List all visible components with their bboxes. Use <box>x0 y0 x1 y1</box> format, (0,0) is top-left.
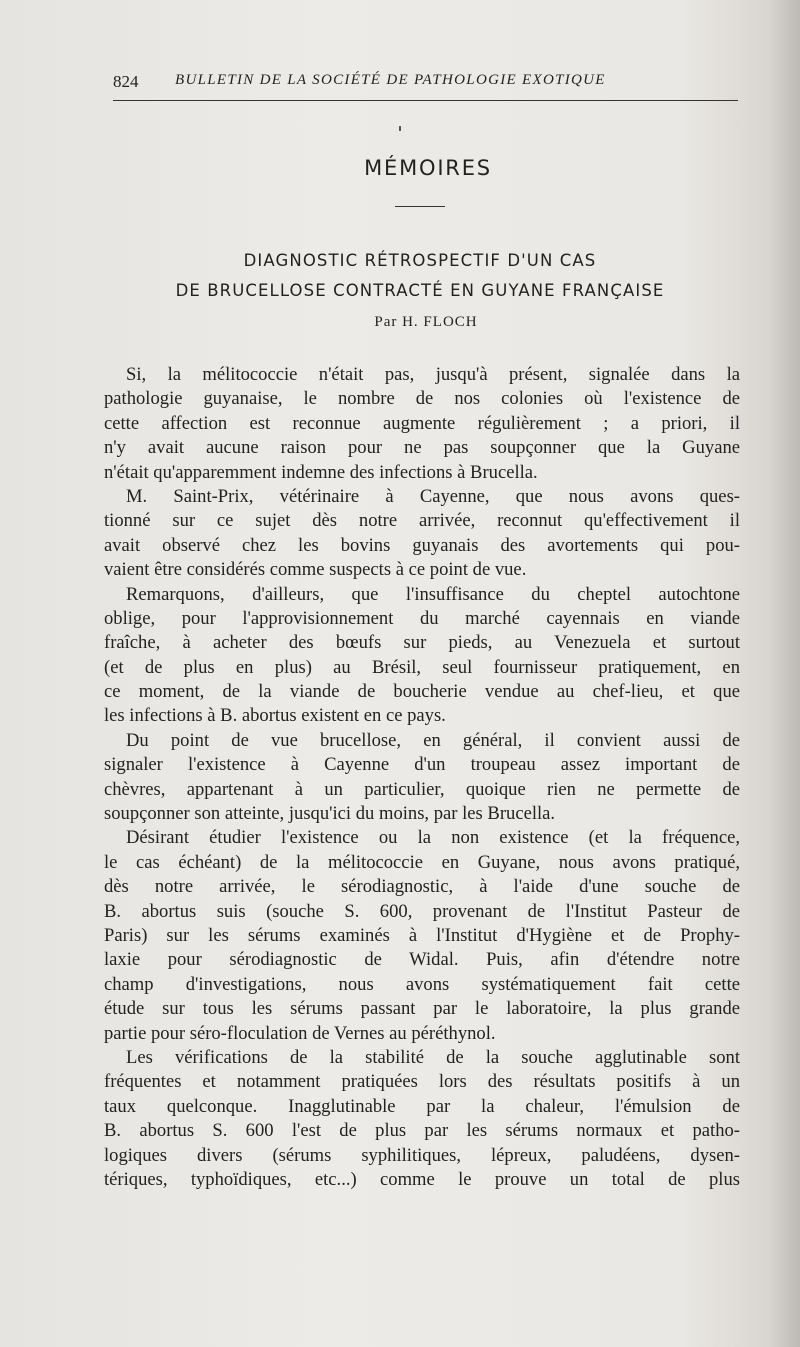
text-line: étude sur tous les sérums passant par le laboratoire, la plus grande <box>104 998 740 1020</box>
text-line: fréquentes et notamment pratiquées lors des résultats positifs à un <box>104 1071 740 1093</box>
page-header <box>113 72 738 98</box>
text-line: n'était qu'apparemment indemne des infections à Brucella. <box>104 461 538 483</box>
article-title-line-2: DE BRUCELLOSE CONTRACTÉ EN GUYANE FRANÇAISE <box>175 281 665 300</box>
text-line: soupçonner son atteinte, jusqu'ici du moins, par les Brucella. <box>104 803 556 825</box>
text-line: tériques, typhoïdiques, etc...) comme le prouve un total de plus <box>104 1168 740 1190</box>
text-line: taux quelconque. Inagglutinable par la chaleur, l'émulsion de <box>104 1095 740 1117</box>
text-line: Les vérifications de la stabilité de la souche agglutinable sont <box>126 1046 740 1068</box>
text-line: oblige, pour l'approvisionnement du marché cayennais en viande <box>104 607 740 629</box>
article-title <box>100 246 740 306</box>
text-line: Désirant étudier l'existence ou la non existence (et la fréquence, <box>126 827 740 849</box>
text-line: vaient être considérés comme suspects à ce point de vue. <box>104 559 527 581</box>
text-line: n'y avait aucune raison pour ne pas soupçonner que la Guyane <box>104 437 740 459</box>
text-line: chèvres, appartenant à un particulier, quoique rien ne permette de <box>104 778 740 800</box>
body-text <box>104 363 740 1192</box>
text-line: dès notre arrivée, le sérodiagnostic, à l'aide d'une souche de <box>104 876 740 898</box>
section-title: MÉMOIRES <box>364 156 492 180</box>
text-line: laxie pour sérodiagnostic de Widal. Puis, afin d'étendre notre <box>104 949 740 971</box>
text-line: Si, la mélitococcie n'était pas, jusqu'à présent, signalée dans la <box>126 364 740 385</box>
text-line: cette affection est reconnue augmente régulièrement ; a priori, il <box>104 412 740 434</box>
text-line: fraîche, à acheter des bœufs sur pieds, au Venezuela et surtout <box>104 632 740 654</box>
byline: Par H. FLOCH <box>374 314 478 330</box>
text-line: logiques divers (sérums syphilitiques, lépreux, paludéens, dysen- <box>104 1144 740 1166</box>
header-rule <box>113 100 738 101</box>
text-line: B. abortus S. 600 l'est de plus par les sérums normaux et patho- <box>104 1120 740 1142</box>
article-title-line-1: DIAGNOSTIC RÉTROSPECTIF D'UN CAS <box>243 251 597 270</box>
print-speck <box>399 126 401 131</box>
text-line: pathologie guyanaise, le nombre de nos colonies où l'existence de <box>104 388 740 410</box>
running-head: BULLETIN DE LA SOCIÉTÉ DE PATHOLOGIE EXOTIQUE <box>175 72 606 88</box>
title-rule <box>395 206 445 207</box>
page-number: 824 <box>113 72 139 91</box>
text-line: Paris) sur les sérums examinés à l'Institut d'Hygiène et de Prophy- <box>104 924 740 946</box>
text-line: signaler l'existence à Cayenne d'un troupeau assez important de <box>104 754 740 776</box>
text-line: B. abortus suis (souche S. 600, provenant de l'Institut Pasteur de <box>104 900 740 922</box>
text-line: partie pour séro-floculation de Vernes au péréthynol. <box>104 1022 496 1044</box>
text-line: tionné sur ce sujet dès notre arrivée, reconnut qu'effectivement il <box>104 510 740 532</box>
text-line: ce moment, de la viande de boucherie vendue au chef-lieu, et que <box>104 681 740 703</box>
text-line: Remarquons, d'ailleurs, que l'insuffisance du cheptel autochtone <box>126 583 740 605</box>
text-line: (et de plus en plus) au Brésil, seul fournisseur pratiquement, en <box>104 656 740 678</box>
text-line: avait observé chez les bovins guyanais des avortements qui pou- <box>104 534 740 556</box>
text-line: le cas échéant) de la mélitococcie en Guyane, nous avons pratiqué, <box>104 851 740 873</box>
text-line: M. Saint-Prix, vétérinaire à Cayenne, que nous avons ques- <box>126 485 740 507</box>
text-line: les infections à B. abortus existent en ce pays. <box>104 705 446 727</box>
text-line: Du point de vue brucellose, en général, il convient aussi de <box>126 729 740 751</box>
text-line: champ d'investigations, nous avons systématiquement fait cette <box>104 973 740 995</box>
